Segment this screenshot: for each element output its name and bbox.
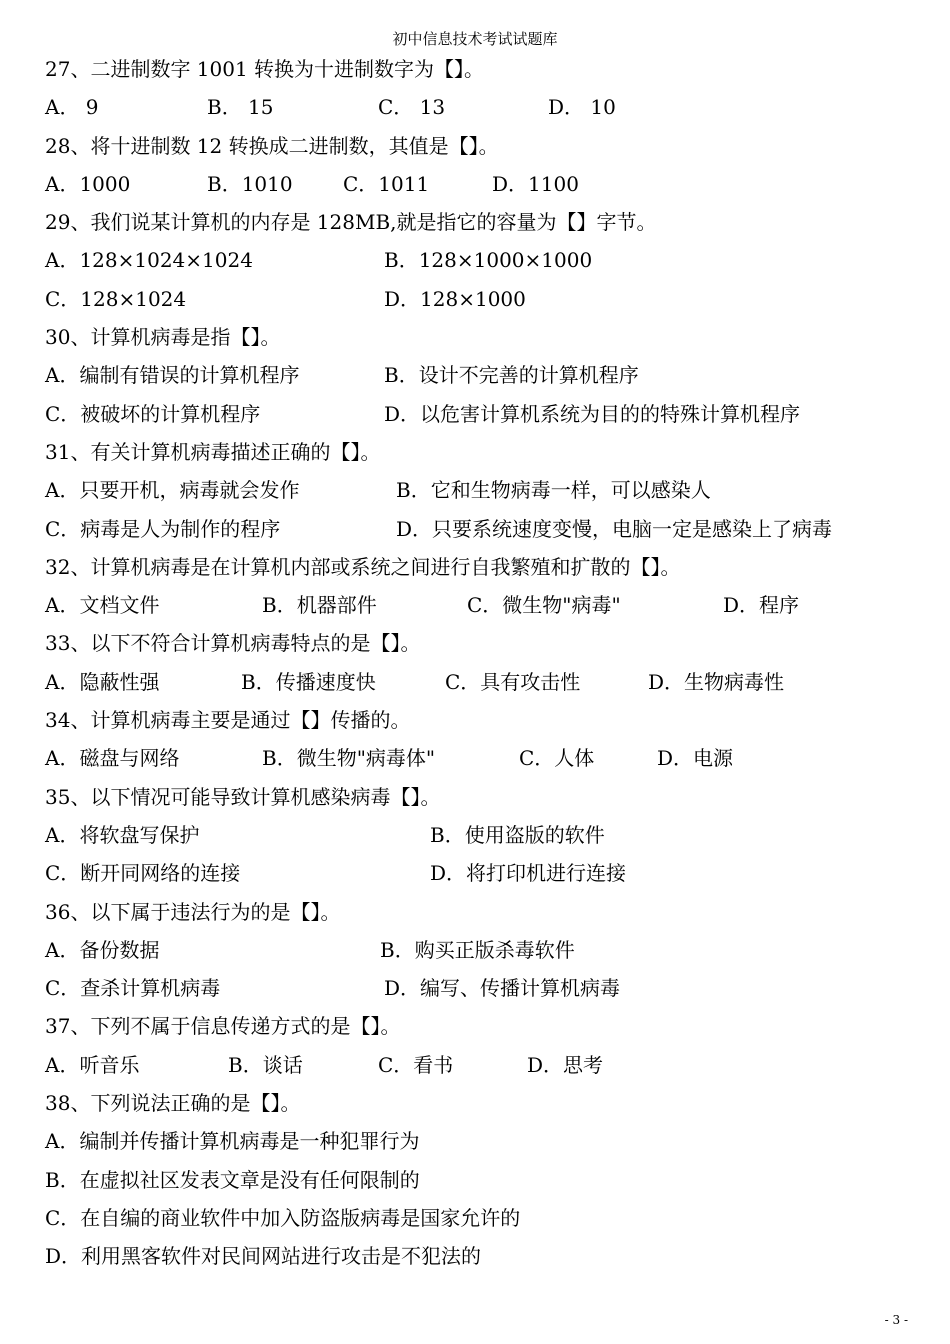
- option-d: D．程序: [723, 593, 800, 618]
- option-a: A．编制有错误的计算机程序: [45, 363, 300, 388]
- option-d: D．以危害计算机系统为目的的特殊计算机程序: [384, 401, 801, 426]
- option-c: C．查杀计算机病毒: [45, 976, 221, 1001]
- question-31-options-row1: [45, 471, 925, 509]
- question-32-stem: 32、计算机病毒是在计算机内部或系统之间进行自我繁殖和扩散的【】。: [45, 554, 681, 579]
- option-d: D．编写、传播计算机病毒: [384, 976, 621, 1001]
- question-31-options-row2: [45, 510, 925, 548]
- option-c: C．128×1024: [45, 286, 187, 311]
- option-d: D． 10: [548, 95, 616, 120]
- option-a: A．隐蔽性强: [45, 669, 160, 694]
- option-d: D．1100: [492, 171, 579, 196]
- question-30-options-row2: [45, 395, 925, 433]
- option-b: B．它和生物病毒一样，可以感染人: [396, 478, 711, 503]
- question-38-option-a: [45, 1122, 925, 1160]
- option-b: B．128×1000×1000: [384, 248, 593, 273]
- option-d: D．将打印机进行连接: [430, 861, 627, 886]
- question-38-option-d: [45, 1237, 925, 1275]
- question-34-stem: 34、计算机病毒主要是通过【】传播的。: [45, 708, 411, 733]
- option-a: A． 9: [45, 95, 99, 120]
- option-d: D．思考: [527, 1052, 604, 1077]
- question-36-stem: 36、以下属于违法行为的是【】。: [45, 899, 341, 924]
- option-d: D．只要系统速度变慢，电脑一定是感染上了病毒: [396, 516, 833, 541]
- option-a: A．只要开机，病毒就会发作: [45, 478, 300, 503]
- question-28-options: [45, 165, 925, 203]
- option-b: B．1010: [207, 171, 293, 196]
- question-38-option-c: [45, 1199, 925, 1237]
- option-a: A．将软盘写保护: [45, 822, 200, 847]
- question-30-options-row1: [45, 356, 925, 394]
- option-b: B．谈话: [228, 1052, 303, 1077]
- option-c: C．被破坏的计算机程序: [45, 401, 261, 426]
- question-33-stem: 33、以下不符合计算机病毒特点的是【】。: [45, 631, 421, 656]
- question-27-options: [45, 88, 925, 126]
- option-c: C． 13: [378, 95, 446, 120]
- page-header: 初中信息技术考试试题库: [392, 30, 558, 48]
- option-d: D．128×1000: [384, 286, 526, 311]
- option-d: D．电源: [657, 746, 734, 771]
- question-32-options: [45, 586, 925, 624]
- option-b: B．使用盗版的软件: [430, 822, 605, 847]
- option-b: B．微生物"病毒体": [262, 746, 436, 771]
- question-35-options-row2: [45, 854, 925, 892]
- question-37-options: [45, 1046, 925, 1084]
- option-b: B．购买正版杀毒软件: [380, 937, 575, 962]
- option-c: C．在自编的商业软件中加入防盗版病毒是国家允许的: [45, 1205, 521, 1230]
- question-35-stem: 35、以下情况可能导致计算机感染病毒【】。: [45, 784, 441, 809]
- question-36-options-row2: [45, 969, 925, 1007]
- option-c: C．微生物"病毒": [467, 593, 621, 618]
- option-d: D．利用黑客软件对民间网站进行攻击是不犯法的: [45, 1244, 482, 1269]
- option-b: B． 15: [207, 95, 274, 120]
- question-38-stem: 38、下列说法正确的是【】。: [45, 1091, 301, 1116]
- page-number: - 3 -: [884, 1313, 908, 1327]
- option-b: B．在虚拟社区发表文章是没有任何限制的: [45, 1167, 420, 1192]
- question-27-stem: 27、二进制数字 1001 转换为十进制数字为【】。: [45, 57, 485, 81]
- question-28-stem: 28、将十进制数 12 转换成二进制数，其值是【】。: [45, 133, 499, 158]
- question-29-stem: 29、我们说某计算机的内存是 128MB,就是指它的容量为【】字节。: [45, 210, 657, 235]
- option-c: C．人体: [519, 746, 595, 771]
- option-b: B．设计不完善的计算机程序: [384, 363, 639, 388]
- option-c: C．病毒是人为制作的程序: [45, 516, 281, 541]
- question-30-stem: 30、计算机病毒是指【】。: [45, 325, 281, 350]
- option-a: A．编制并传播计算机病毒是一种犯罪行为: [45, 1129, 420, 1154]
- question-31-stem: 31、有关计算机病毒描述正确的【】。: [45, 439, 381, 464]
- option-c: C．看书: [378, 1052, 454, 1077]
- option-a: A．磁盘与网络: [45, 746, 180, 771]
- question-33-options: [45, 663, 925, 701]
- question-37-stem: 37、下列不属于信息传递方式的是【】。: [45, 1014, 401, 1039]
- option-a: A．备份数据: [45, 937, 160, 962]
- question-38-option-b: [45, 1161, 925, 1199]
- option-d: D．生物病毒性: [648, 669, 785, 694]
- question-list: [45, 50, 925, 1276]
- question-34-options: [45, 739, 925, 777]
- question-35-options-row1: [45, 816, 925, 854]
- option-a: A．文档文件: [45, 593, 160, 618]
- option-c: C．具有攻击性: [445, 669, 581, 694]
- question-29-options-row1: [45, 241, 925, 279]
- question-29-options-row2: [45, 280, 925, 318]
- option-b: B．传播速度快: [241, 669, 376, 694]
- option-c: C．1011: [343, 171, 430, 196]
- option-a: A．128×1024×1024: [45, 248, 253, 273]
- option-c: C．断开同网络的连接: [45, 861, 241, 886]
- question-36-options-row1: [45, 931, 925, 969]
- option-a: A．听音乐: [45, 1052, 140, 1077]
- option-a: A．1000: [45, 171, 131, 196]
- option-b: B．机器部件: [262, 593, 377, 618]
